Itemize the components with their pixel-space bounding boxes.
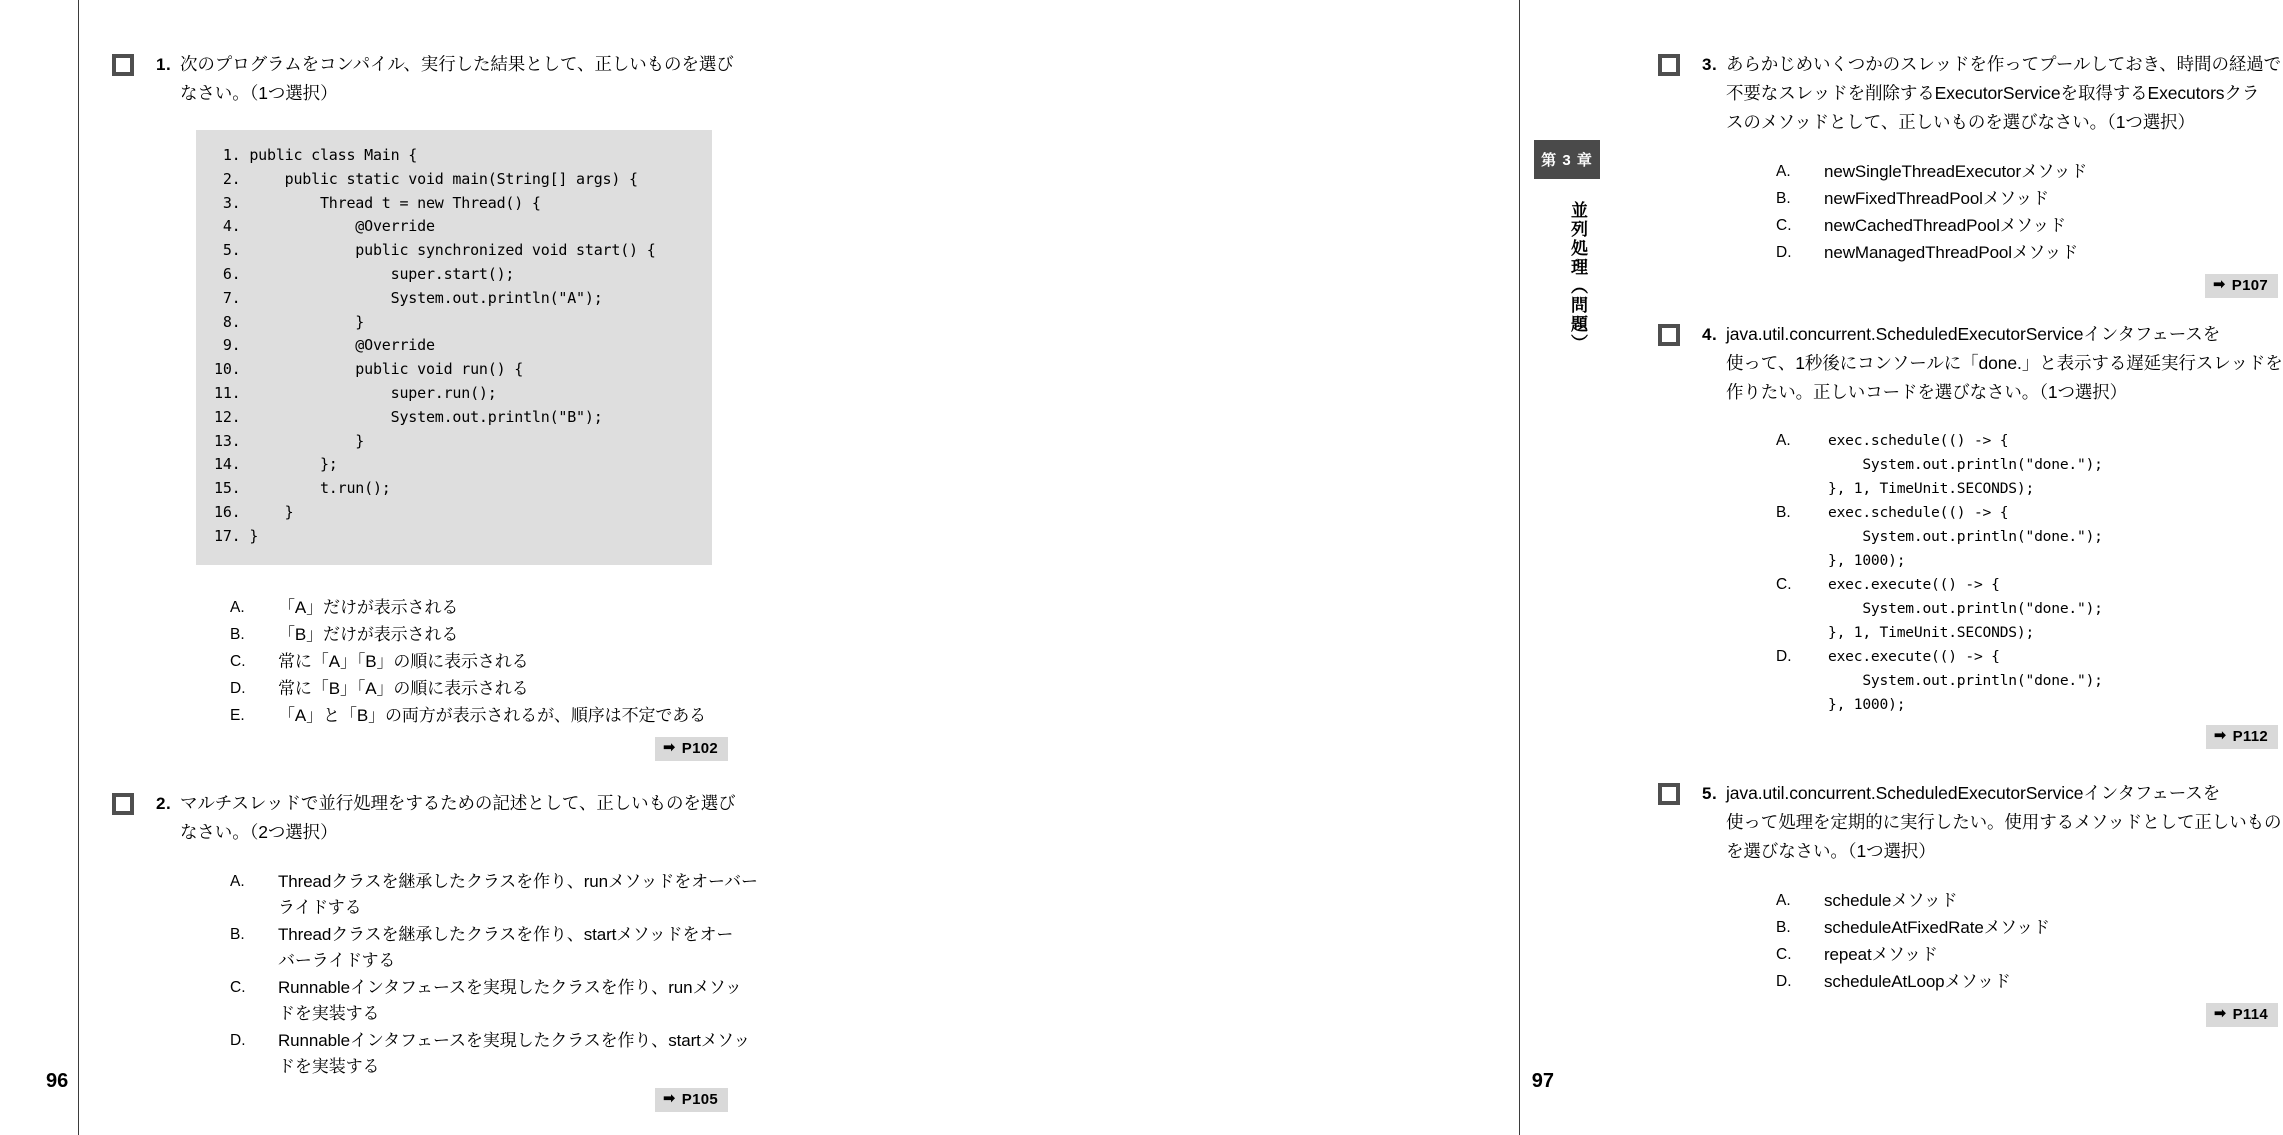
question-header [1658, 779, 2282, 866]
page-reference-badge[interactable] [655, 737, 728, 761]
chapter-tab-number: 第 3 章 [1534, 140, 1600, 179]
question-number: 5. [1702, 784, 1718, 803]
left-page [0, 0, 800, 1135]
question-prompt-line: なさい。（1つ選択） [180, 83, 338, 103]
question-checkbox[interactable] [112, 54, 134, 76]
code-line: 5. public synchronized void start() { [214, 241, 656, 260]
code-line: 13. } [214, 431, 365, 450]
answer-choice-line: scheduleAtLoopメソッド [1824, 972, 2011, 991]
page-reference-row [1658, 1003, 2278, 1027]
answer-choice[interactable] [230, 975, 742, 1027]
question-prompt-line: あらかじめいくつかのスレッドを作ってプールしておき、時間の経過で [1726, 54, 2282, 74]
answer-choice-line: System.out.println("done."); [1828, 600, 2103, 617]
answer-choice[interactable] [1776, 645, 2278, 717]
answer-choice-text [278, 595, 728, 621]
arrow-right-icon: ➡ [2212, 276, 2226, 293]
page-reference-badge[interactable] [2206, 725, 2278, 749]
answer-choice-line: scheduleAtFixedRateメソッド [1824, 918, 2050, 937]
answer-choice-line: System.out.println("done."); [1828, 528, 2103, 545]
answer-choice-line: 「B」だけが表示される [278, 624, 459, 644]
code-line: 6. super.start(); [214, 264, 515, 283]
question-prompt-line: 次のプログラムをコンパイル、実行した結果として、正しいものを選び [180, 54, 734, 74]
chapter-thumb-tab [1534, 140, 1600, 371]
answer-choice-text [278, 1028, 750, 1080]
answer-choice-text [1828, 573, 2278, 645]
answer-choice-key: A. [1776, 432, 1791, 449]
question-header [112, 50, 734, 108]
answer-choice[interactable] [1776, 969, 2278, 995]
answer-choice-key: E. [230, 706, 245, 724]
answer-choice-key: C. [1776, 217, 1792, 234]
right-page-content [1658, 50, 2283, 1045]
code-line: 4. @Override [214, 217, 435, 236]
code-line: 1. public class Main { [214, 146, 418, 164]
answer-choice-line: scheduleメソッド [1824, 891, 1958, 910]
answer-choice-key: D. [230, 1031, 246, 1049]
question-block [1658, 50, 2282, 298]
answer-choice-line: Threadクラスを継承したクラスを作り、runメソッドをオーバー [278, 871, 758, 891]
answer-choice-line: repeatメソッド [1824, 945, 1938, 964]
answer-choice-line: newSingleThreadExecutorメソッド [1824, 162, 2088, 181]
question-prompt-line: スのメソッドとして、正しいものを選びなさい。（1つ選択） [1726, 112, 2195, 132]
answer-choice-line: newManagedThreadPoolメソッド [1824, 243, 2079, 262]
answer-choice-text [278, 922, 733, 974]
question-prompt [1726, 779, 2281, 866]
question-prompt-line: を選びなさい。（1つ選択） [1726, 841, 1936, 861]
answer-choice-key: B. [1776, 504, 1791, 521]
question-header [1658, 50, 2282, 137]
question-prompt-line: なさい。（2つ選択） [180, 821, 338, 842]
answer-choice-line: System.out.println("done."); [1828, 456, 2103, 473]
question-checkbox[interactable] [1658, 783, 1680, 805]
answer-choice[interactable] [1776, 186, 2278, 212]
question-prompt [1726, 50, 2281, 137]
answer-choice-line: newFixedThreadPoolメソッド [1824, 189, 2050, 208]
question-number: 2. [156, 793, 172, 813]
question-checkbox[interactable] [112, 793, 134, 815]
left-page-content [112, 50, 758, 1108]
answer-choice-line: バーライドする [278, 950, 396, 970]
answer-choices [1658, 159, 2278, 266]
answer-choice-text [1824, 159, 2278, 185]
answer-choice-text [1824, 240, 2278, 266]
code-line: 12. System.out.println("B"); [214, 407, 603, 426]
answer-choice-line: }, 1000); [1828, 696, 1906, 713]
code-line: 7. System.out.println("A"); [214, 288, 603, 307]
answer-choice-text [278, 649, 728, 675]
answer-choice-line: }, 1000); [1828, 552, 1906, 569]
answer-choice-line: exec.schedule(() -> { [1828, 432, 2009, 449]
code-line: 9. @Override [214, 336, 435, 355]
answer-choice-key: A. [1776, 892, 1791, 909]
answer-choice-key: C. [230, 978, 246, 996]
page-reference-label: P107 [2231, 277, 2268, 294]
answer-choice[interactable] [1776, 501, 2278, 573]
page-reference-badge[interactable] [2206, 1003, 2278, 1027]
question-block [112, 789, 758, 1112]
chapter-tab-title: 並列処理（問題） [1568, 201, 1587, 353]
code-line: 15. t.run(); [214, 479, 391, 498]
answer-choice-text [278, 622, 728, 648]
code-line: 14. }; [214, 455, 338, 474]
page-reference-row [112, 737, 728, 761]
code-line: 11. super.run(); [214, 383, 497, 402]
answer-choice-text [278, 703, 728, 729]
arrow-right-icon: ➡ [2213, 727, 2227, 744]
code-line: 3. Thread t = new Thread() { [214, 193, 541, 212]
answer-choice-key: A. [1776, 163, 1791, 180]
question-number: 3. [1702, 55, 1718, 74]
answer-choices [1658, 888, 2278, 995]
answer-choice-key: A. [230, 872, 245, 890]
answer-choice-line: 「A」だけが表示される [278, 597, 459, 617]
answer-choice[interactable] [230, 1028, 751, 1080]
answer-choice[interactable] [1776, 573, 2278, 645]
answer-choice[interactable] [1776, 942, 2278, 968]
question-block [1658, 320, 2283, 749]
question-header [112, 789, 736, 847]
answer-choice-line: }, 1, TimeUnit.SECONDS); [1828, 480, 2035, 497]
answer-choice-key: C. [1776, 946, 1792, 963]
question-prompt [1726, 320, 2283, 407]
answer-choice-line: 常に「A」「B」の順に表示される [278, 651, 529, 671]
answer-choice-text [1824, 969, 2278, 995]
page-reference-label: P105 [681, 1090, 718, 1108]
code-line: 8. } [214, 312, 365, 331]
answer-choice[interactable] [1776, 888, 2278, 914]
answer-choice[interactable] [230, 869, 758, 921]
answer-choice[interactable] [230, 595, 728, 621]
answer-choice-key: D. [1776, 973, 1792, 990]
page-reference-row [1658, 725, 2278, 749]
answer-choice-line: }, 1, TimeUnit.SECONDS); [1828, 624, 2035, 641]
answer-choice-text [278, 975, 742, 1027]
answer-choice-line: 「A」と「B」の両方が表示されるが、順序は不定である [278, 705, 707, 725]
answer-choice-key: B. [230, 925, 245, 943]
page-reference-label: P102 [681, 739, 718, 757]
page-reference-badge[interactable] [655, 1088, 728, 1112]
answer-choice[interactable] [1776, 429, 2278, 501]
code-listing [196, 130, 712, 565]
answer-choice-line: Threadクラスを継承したクラスを作り、startメソッドをオー [278, 924, 734, 944]
answer-choice[interactable] [230, 649, 728, 675]
code-line: 2. public static void main(String[] args) { [214, 169, 638, 188]
answer-choices [112, 869, 758, 1080]
answer-choice-line: exec.execute(() -> { [1828, 648, 2000, 665]
answer-choice-line: System.out.println("done."); [1828, 672, 2103, 689]
question-prompt-line: マルチスレッドで並行処理をするための記述として、正しいものを選び [180, 792, 736, 813]
answer-choice-line: newCachedThreadPoolメソッド [1824, 216, 2067, 235]
answer-choice-line: Runnableインタフェースを実現したクラスを作り、runメソッ [278, 977, 742, 997]
answer-choice-text [1828, 429, 2278, 501]
answer-choice[interactable] [230, 622, 728, 648]
answer-choice-line: Runnableインタフェースを実現したクラスを作り、startメソッ [278, 1030, 751, 1050]
question-prompt [180, 50, 734, 108]
answer-choice-key: D. [1776, 648, 1792, 665]
question-prompt-line: java.util.concurrent.ScheduledExecutorServiceインタフェースを [1726, 783, 2221, 803]
answer-choices [112, 595, 728, 729]
answer-choice-line: ライドする [278, 897, 362, 917]
question-header [1658, 320, 2283, 407]
answer-choice-line: ドを実装する [278, 1003, 380, 1023]
answer-choice[interactable] [230, 676, 728, 702]
answer-choice[interactable] [1776, 915, 2278, 941]
answer-choice[interactable] [1776, 240, 2278, 266]
answer-choice-key: B. [230, 625, 245, 643]
answer-choice-text [278, 869, 758, 921]
answer-choice-line: exec.execute(() -> { [1828, 576, 2000, 593]
answer-choice-text [1828, 501, 2278, 573]
page-reference-badge[interactable] [2205, 274, 2278, 298]
question-number: 1. [156, 55, 172, 74]
answer-choice-key: C. [230, 652, 246, 670]
answer-choice-text [1824, 915, 2278, 941]
answer-choice-key: A. [230, 598, 245, 616]
question-prompt-line: 不要なスレッドを削除するExecutorServiceを取得するExecutorsクラ [1726, 83, 2260, 103]
question-prompt [180, 789, 736, 847]
question-checkbox[interactable] [1658, 54, 1680, 76]
answer-choice-key: D. [230, 679, 246, 697]
question-prompt-line: java.util.concurrent.ScheduledExecutorServiceインタフェースを [1726, 324, 2221, 344]
answer-choice-text [278, 676, 728, 702]
right-page-number: 97 [1531, 1070, 1554, 1092]
answer-choice[interactable] [230, 922, 734, 974]
answer-choice[interactable] [230, 703, 728, 729]
right-page [800, 0, 2283, 1135]
left-page-number: 96 [46, 1070, 69, 1092]
code-line: 16. } [214, 502, 294, 521]
page-reference-label: P112 [2232, 728, 2268, 745]
code-line: 17. } [214, 526, 259, 545]
arrow-right-icon: ➡ [2213, 1005, 2227, 1022]
answer-choice[interactable] [1776, 213, 2278, 239]
answer-choice-line: ドを実装する [278, 1056, 380, 1076]
question-prompt-line: 使って、1秒後にコンソールに「done.」と表示する遅延実行スレッドを [1726, 353, 2283, 373]
question-number: 4. [1702, 325, 1718, 344]
answer-choice-text [1824, 213, 2278, 239]
answer-choice-key: B. [1776, 190, 1791, 207]
answer-choice-text [1824, 888, 2278, 914]
page-reference-row [112, 1088, 728, 1112]
question-prompt-line: 作りたい。正しいコードを選びなさい。（1つ選択） [1726, 382, 2128, 402]
answer-choice-text [1824, 942, 2278, 968]
code-line: 10. public void run() { [214, 360, 524, 379]
answer-choice-text [1824, 186, 2278, 212]
answer-choice-key: C. [1776, 576, 1792, 593]
page-reference-label: P114 [2232, 1006, 2268, 1023]
question-block [1658, 779, 2282, 1027]
arrow-right-icon: ➡ [662, 738, 676, 756]
question-prompt-line: 使って処理を定期的に実行したい。使用するメソッドとして正しいもの [1726, 812, 2282, 832]
answer-choices [1658, 429, 2278, 717]
page-reference-row [1658, 274, 2278, 298]
answer-choice-line: 常に「B」「A」の順に表示される [278, 678, 529, 698]
answer-choice-text [1828, 645, 2278, 717]
arrow-right-icon: ➡ [662, 1089, 676, 1107]
answer-choice-line: exec.schedule(() -> { [1828, 504, 2009, 521]
question-checkbox[interactable] [1658, 324, 1680, 346]
answer-choice-key: D. [1776, 244, 1792, 261]
answer-choice[interactable] [1776, 159, 2278, 185]
answer-choice-key: B. [1776, 919, 1791, 936]
question-block [112, 50, 734, 761]
